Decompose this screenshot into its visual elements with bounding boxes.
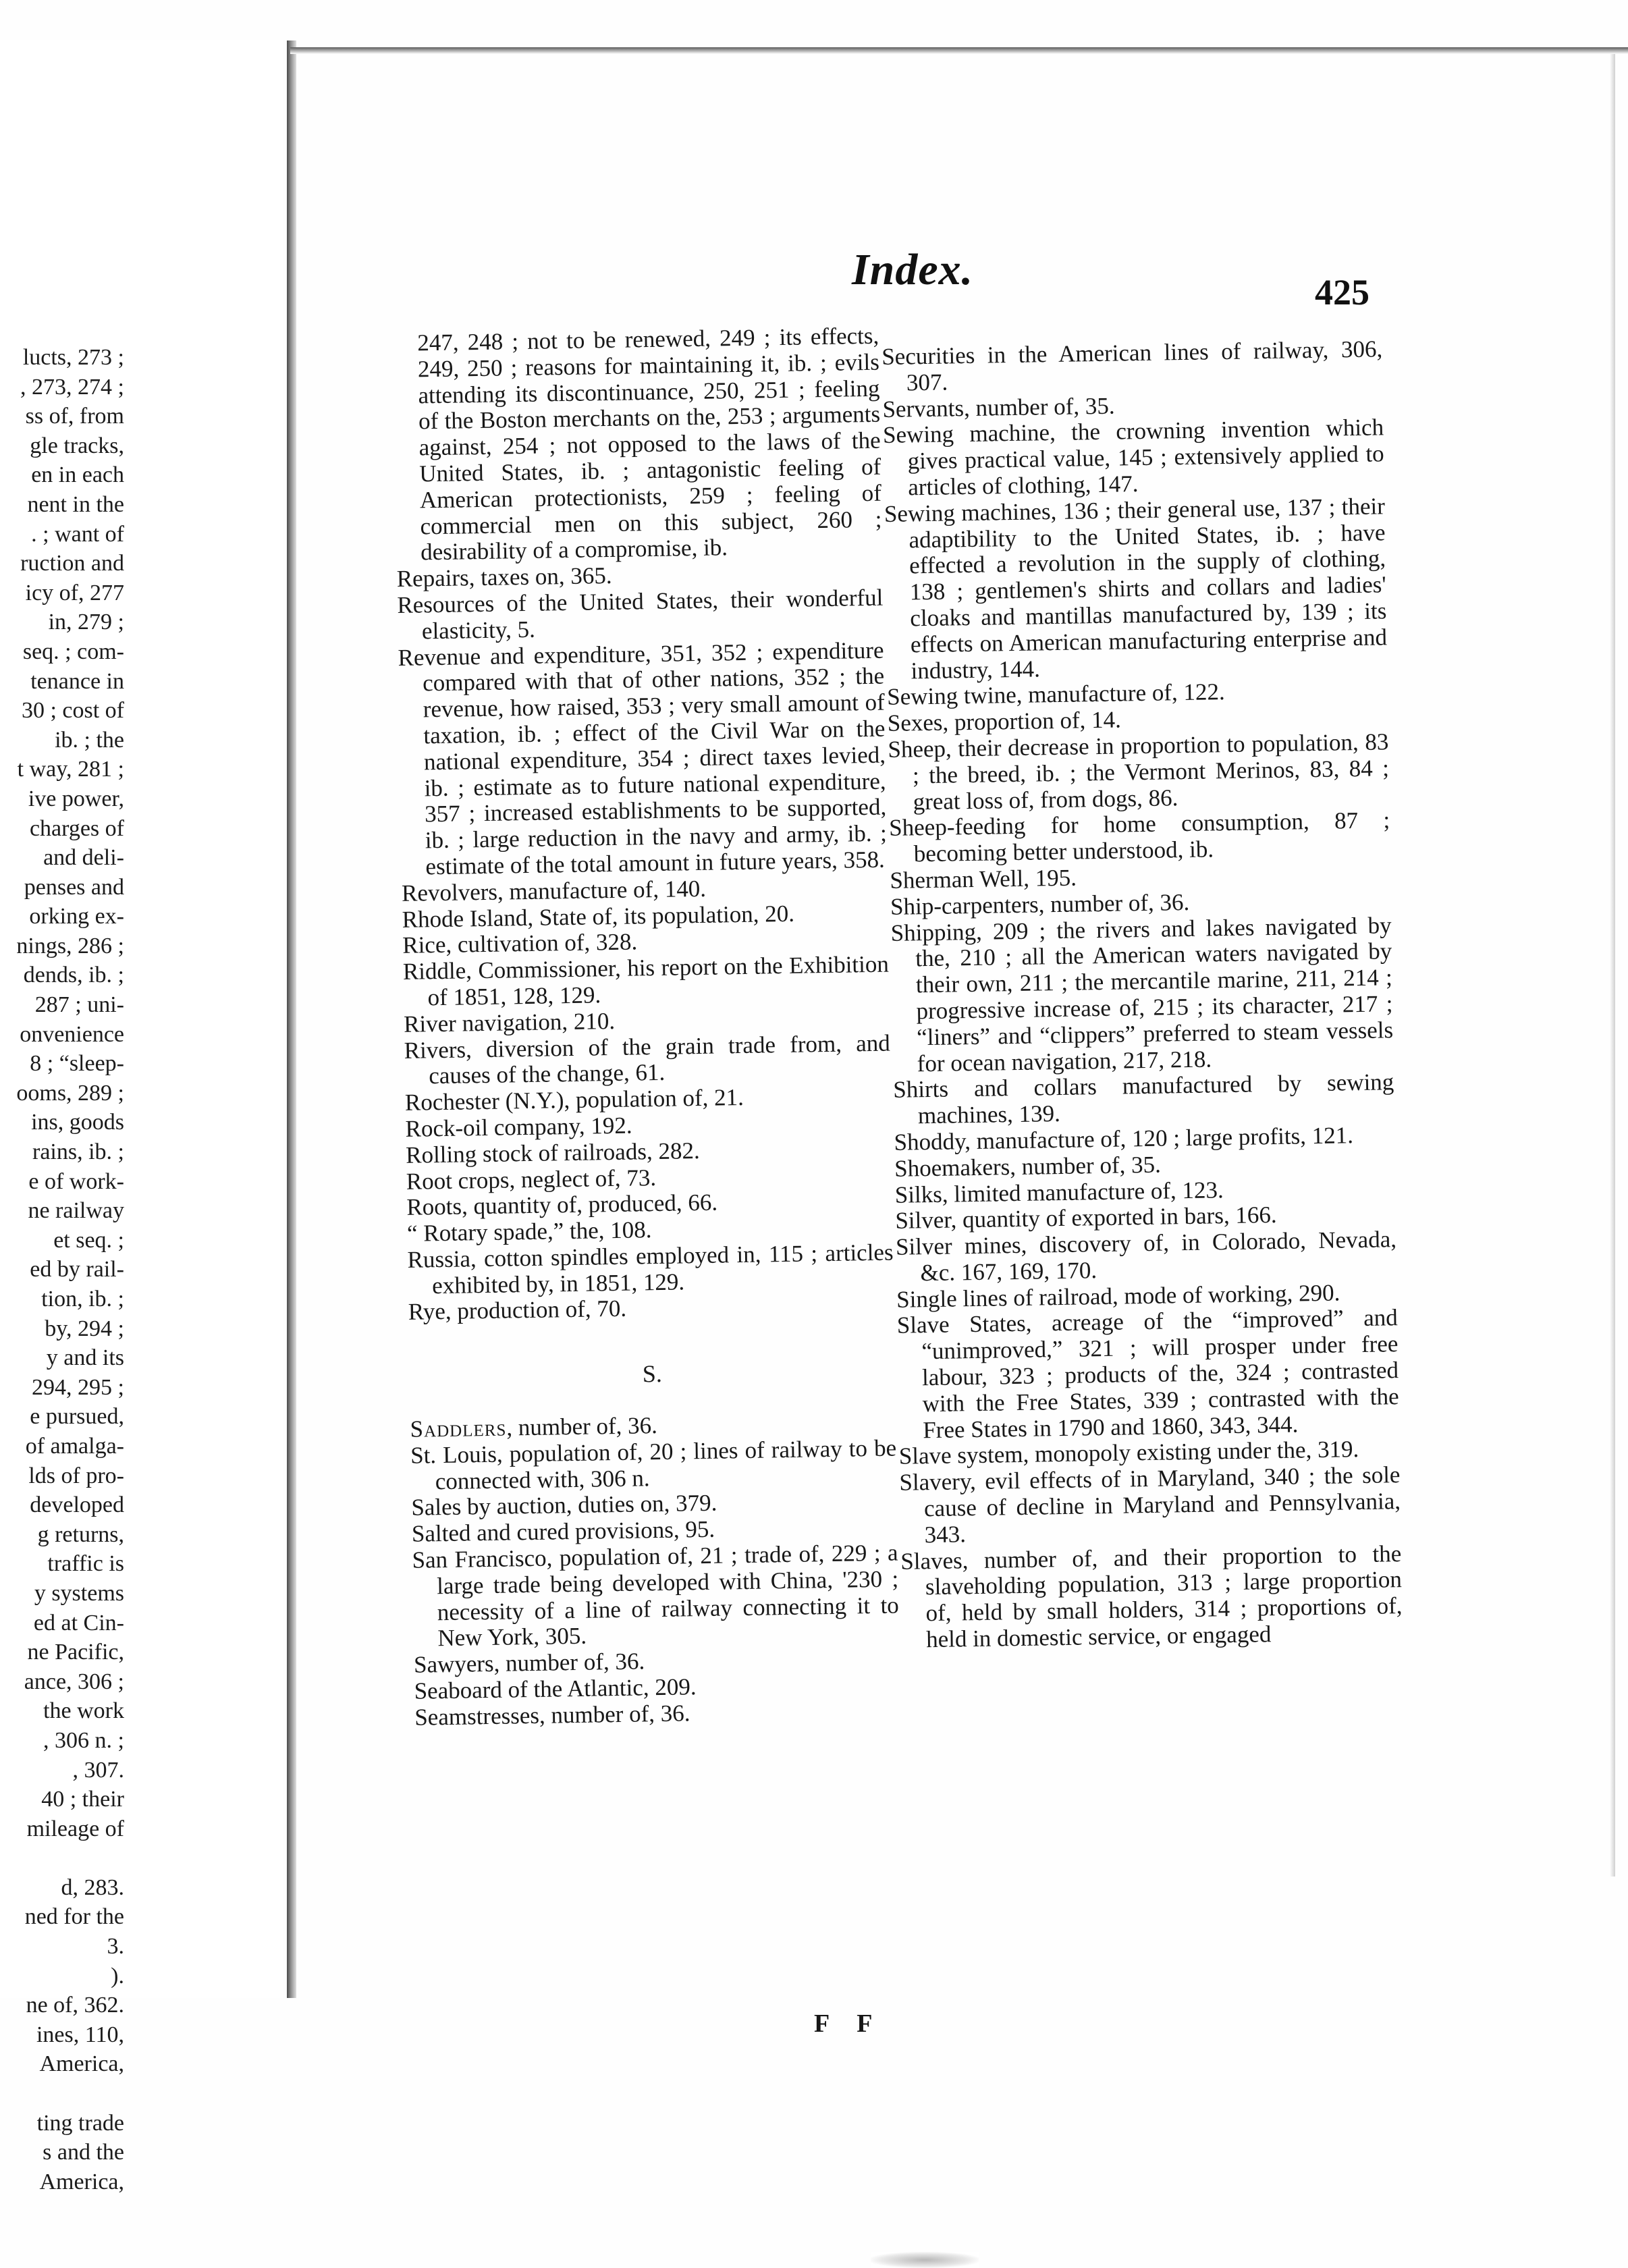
facing-page-line: y systems	[34, 1580, 124, 1606]
index-column-right	[881, 336, 1403, 1653]
index-entry: Ship-carpenters, number of, 36.	[890, 888, 1190, 920]
facing-page-line: nings, 286 ;	[16, 933, 124, 959]
page-number: 425	[1315, 272, 1369, 313]
facing-page-line: t way, 281 ;	[17, 757, 124, 782]
page-top-edge	[290, 47, 1628, 54]
facing-page-line: 30 ; cost of	[21, 698, 124, 724]
index-entry: Resources of the United States, their wonderful elasticity, 5.	[397, 584, 884, 645]
facing-page-line: developed	[30, 1492, 124, 1518]
index-entry: Shoddy, manufacture of, 120 ; large profits, 121.	[894, 1122, 1354, 1156]
index-entry: Rice, cultivation of, 328.	[402, 928, 638, 959]
index-entry: Salted and cured provisions, 95.	[411, 1515, 715, 1548]
facing-page-line: . ; want of	[31, 521, 124, 547]
facing-page-line: 3.	[107, 1934, 124, 1960]
facing-page-line: g returns,	[37, 1521, 124, 1547]
facing-page-line: ne of, 362.	[26, 1993, 124, 2018]
facing-page-line: penses and	[24, 874, 124, 900]
facing-page-line: ooms, 289 ;	[16, 1080, 124, 1106]
facing-page-line: tion, ib. ;	[41, 1287, 124, 1312]
facing-page	[0, 40, 283, 2194]
facing-page-line: 294, 295 ;	[32, 1374, 124, 1400]
index-entry: Revenue and expenditure, 351, 352 ; expenditure compared with that of other nations, 352 ; the revenue, how raised, 353 ; very small amount of taxation, ib. ; effect of the Civil War on the national expenditure, 354 ; direct taxes levied, ib. ; estimate as to future national expenditure, 357 ; increased establishments to be supported, ib. ; large reduction in the navy and army, ib. ; estimate of the total amount in future years, 358.	[398, 637, 888, 880]
index-entry: Sexes, proportion of, 14.	[887, 706, 1122, 737]
facing-page-line: by, 294 ;	[45, 1316, 124, 1341]
facing-page-line: ib. ; the	[55, 727, 124, 753]
section-letter: S.	[642, 1360, 663, 1388]
entry-head: Saddlers	[410, 1414, 507, 1442]
index-entry: River navigation, 210.	[403, 1007, 616, 1037]
index-entry: Silks, limited manufacture of, 123.	[894, 1176, 1224, 1208]
index-entry: Sheep, their decrease in proportion to population, 83 ; the breed, ib. ; the Vermont Merinos, 83, 84 ; great loss of, from dogs, 86.	[888, 728, 1390, 815]
facing-page-line: 287 ; uni-	[34, 992, 124, 1018]
index-entry: Slaves, number of, and their proportion to the slaveholding population, 313 ; large proportion of, held by small holders, 314 ; proportions of, held in domestic service, or engaged	[900, 1540, 1403, 1653]
facing-page-line: ines, 110,	[36, 2022, 124, 2047]
facing-page-line: ss of, from	[25, 404, 124, 429]
index-entry: Sewing twine, manufacture of, 122.	[886, 678, 1226, 711]
index-entry: Revolvers, manufacture of, 140.	[401, 875, 707, 907]
facing-page-text	[0, 343, 124, 2196]
index-entry: Rochester (N.Y.), population of, 21.	[404, 1084, 744, 1116]
facing-page-line: , 307.	[72, 1757, 124, 1783]
index-entry: San Francisco, population of, 21 ; trade of, 229 ; a large trade being developed with China, '230 ; necessity of a line of railway connecting it to New York, 305.	[412, 1539, 900, 1652]
facing-page-line: charges of	[29, 815, 124, 841]
facing-page-line: e pursued,	[30, 1404, 124, 1430]
facing-page-line: e of work-	[28, 1168, 124, 1194]
facing-page-line: 8 ; “sleep-	[30, 1051, 124, 1077]
index-entry: Sawyers, number of, 36.	[413, 1648, 645, 1679]
facing-page-line: of amalga-	[25, 1433, 124, 1459]
facing-page-line: America,	[39, 2169, 124, 2194]
facing-page-line: ting trade	[36, 2110, 124, 2136]
index-entry: Slavery, evil effects of in Maryland, 340 ; the sole cause of decline in Maryland and Pennsylvania, 343.	[899, 1461, 1401, 1548]
facing-page-line: s and the	[43, 2140, 124, 2165]
facing-page-line: dends, ib. ;	[23, 963, 124, 988]
scan-smudge	[871, 2252, 979, 2268]
index-entry: Riddle, Commissioner, his report on the Exhibition of 1851, 128, 129.	[402, 950, 890, 1011]
facing-page-line: ive power,	[28, 786, 124, 811]
index-entry: Securities in the American lines of railway, 306, 307.	[881, 335, 1383, 396]
facing-page-line: ).	[111, 1963, 124, 1989]
facing-page-line	[0, 2079, 124, 2109]
facing-page-line: et seq. ;	[53, 1227, 124, 1253]
index-entry: Rye, production of, 70.	[408, 1295, 627, 1326]
index-entry: Rolling stock of railroads, 282.	[405, 1137, 700, 1168]
facing-page-line	[0, 1843, 124, 1873]
entry-rest: , number of, 36.	[506, 1412, 658, 1441]
index-entry: Rivers, diversion of the grain trade from, and causes of the change, 61.	[404, 1029, 890, 1089]
entries-s	[410, 1435, 901, 1731]
index-entry: Single lines of railroad, mode of working, 290.	[896, 1279, 1340, 1313]
facing-page-line: tenance in	[30, 668, 124, 694]
facing-page-line: in, 279 ;	[48, 610, 124, 635]
index-entry: Rock-oil company, 192.	[405, 1112, 632, 1142]
index-entry: Sherman Well, 195.	[890, 864, 1077, 894]
facing-page-line: gle tracks,	[30, 433, 124, 458]
index-entry: 247, 248 ; not to be renewed, 249 ; its effects, 249, 250 ; reasons for maintaining it, ib. ; evils attending its discontinuance, 250, 251 ; feeling of the Boston merchants on the, 253 ; arguments against, 254 ; not opposed to the laws of the United States, ib. ; antagonistic feeling of American protectionists, 259 ; feeling of commercial men on this subject, 260 ; desirability of a compromise, ib.	[416, 322, 882, 566]
facing-page-line: traffic is	[47, 1551, 124, 1577]
facing-page-line: en in each	[31, 462, 124, 488]
facing-page-line: America,	[39, 2051, 124, 2077]
index-entry: Sheep-feeding for home consumption, 87 ; becoming better understood, ib.	[888, 807, 1390, 867]
index-entry: Russia, cotton spindles employed in, 115 ; articles exhibited by, in 1851, 129.	[407, 1239, 894, 1299]
facing-page-line: ruction and	[20, 551, 124, 576]
index-entry: Sewing machines, 136 ; their general use, 137 ; their adaptibility to the United States, ib. ; have effected a revolution in the supply of clothing, 138 ; gentlemen's shirts and collars and ladies' cloaks and mantillas manufactured by, 139 ; its effects on American manufacturing enterprise and industry, 144.	[884, 493, 1388, 684]
index-entry: Sales by auction, duties on, 379.	[411, 1490, 717, 1521]
index-entry: Repairs, taxes on, 365.	[396, 562, 612, 593]
facing-page-line: nent in the	[27, 491, 124, 517]
index-entry: Rhode Island, State of, its population, 20.	[402, 900, 795, 933]
facing-page-line: onvenience	[20, 1021, 124, 1047]
page-right-edge	[1610, 54, 1615, 1877]
facing-page-line: ed at Cin-	[33, 1610, 124, 1636]
index-entry: Root crops, neglect of, 73.	[406, 1164, 657, 1195]
facing-page-line: ed by rail-	[30, 1257, 124, 1282]
index-entry: “ Rotary spade,” the, 108.	[406, 1216, 652, 1247]
entries-s-continued	[881, 336, 1403, 1653]
facing-page-line: the work	[43, 1698, 124, 1724]
facing-page-line: ne Pacific,	[27, 1640, 124, 1665]
book-gutter	[287, 40, 296, 1998]
index-entry: Seamstresses, number of, 36.	[414, 1700, 690, 1731]
facing-page-line: ins, goods	[31, 1110, 124, 1135]
index-column-left	[393, 323, 900, 1731]
facing-page-line: lds of pro-	[28, 1463, 124, 1488]
facing-page-line: , 306 n. ;	[43, 1727, 124, 1753]
facing-page-line: 40 ; their	[41, 1787, 124, 1812]
facing-page-line: d, 283.	[61, 1874, 124, 1900]
facing-page-line: y and its	[46, 1345, 124, 1371]
facing-page-line: rains, ib. ;	[32, 1139, 124, 1165]
facing-page-line: orking ex-	[29, 904, 124, 929]
facing-page-line: icy of, 277	[25, 580, 124, 605]
index-entry: Silver, quantity of exported in bars, 166.	[895, 1202, 1277, 1235]
facing-page-line: lucts, 273 ;	[22, 345, 124, 370]
running-title: Index.	[852, 245, 974, 294]
index-entry: Shipping, 209 ; the rivers and lakes navigated by the, 210 ; all the American waters navigated by their own, 211 ; the mercantile marine, 211, 214 ; progressive increase of, 215 ; its character, 217 ; “liners” and “clippers” preferred to steam vessels for ocean navigation, 217, 218.	[890, 911, 1394, 1077]
facing-page-line: mileage of	[26, 1816, 124, 1841]
facing-page-line: , 273, 274 ;	[20, 374, 124, 400]
index-entry: Roots, quantity of, produced, 66.	[406, 1189, 718, 1221]
index-entry: Servants, number of, 35.	[882, 392, 1115, 423]
index-entry: St. Louis, population of, 20 ; lines of railway to be connected with, 306 n.	[410, 1434, 897, 1494]
index-entry: Shoemakers, number of, 35.	[894, 1151, 1162, 1182]
facing-page-line: seq. ; com-	[22, 639, 124, 664]
facing-page-line: ance, 306 ;	[24, 1669, 124, 1694]
index-entry: Slave system, monopoly existing under the, 319.	[898, 1436, 1359, 1470]
facing-page-line: ne railway	[28, 1198, 124, 1224]
index-entry: Shirts and collars manufactured by sewing machines, 139.	[893, 1069, 1394, 1129]
facing-page-line: and deli-	[43, 845, 124, 871]
signature-mark: F F	[814, 2009, 884, 2038]
index-entry: Sewing machine, the crowning invention which gives practical value, 145 ; extensively applied to articles of clothing, 147.	[882, 414, 1384, 501]
index-entry: Seaboard of the Atlantic, 209.	[414, 1673, 697, 1704]
index-entry: Silver mines, discovery of, in Colorado, Nevada, &c. 167, 169, 170.	[895, 1226, 1397, 1287]
facing-page-line: ned for the	[24, 1904, 124, 1930]
entries-r	[393, 323, 894, 1326]
index-entry: Slave States, acreage of the “improved” and “unimproved,” 321 ; will prosper under free labour, 323 ; products of the, 324 ; contrasted with the Free States, 339 ; contrasted with the Free States in 1790 and 1860, 343, 344.	[896, 1304, 1399, 1443]
